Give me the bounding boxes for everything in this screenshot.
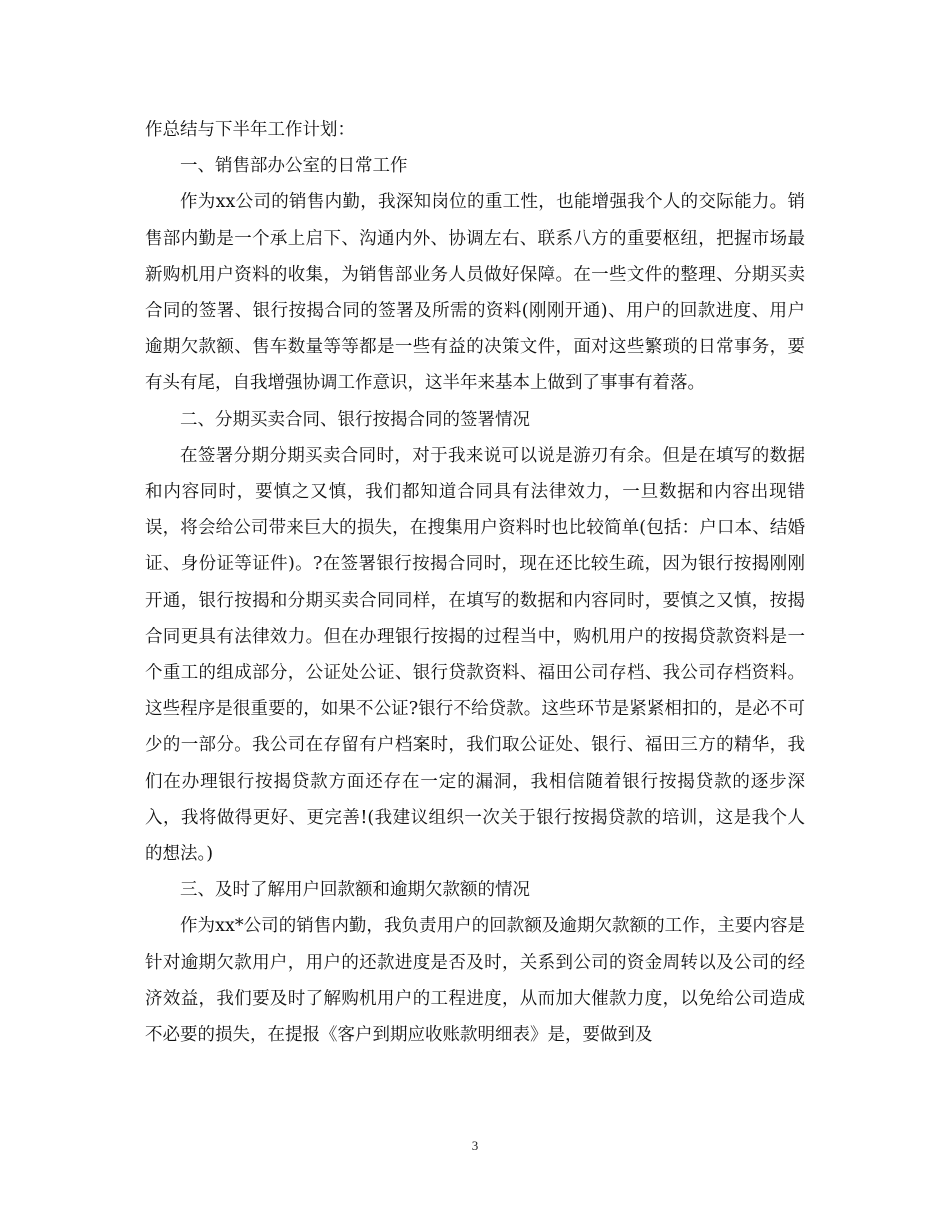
paragraph-section-3: 作为xx*公司的销售内勤，我负责用户的回款额及逾期欠款额的工作，主要内容是针对逾期欠款用户，用户的还款进度是否及时，关系到公司的资金周转以及公司的经济效益，我们要及时了解购机用户的工程进度，从而加大催款力度，以免给公司造成不必要的损失，在提报《客户到期应收账款明细表》是，要做到及	[145, 916, 805, 1046]
paragraph-intro-line: 作总结与下半年工作计划：	[145, 120, 355, 140]
section-heading-1: 一、销售部办公室的日常工作	[180, 156, 408, 177]
section-heading-3: 三、及时了解用户回款额和逾期欠款额的情况	[180, 880, 530, 901]
section-heading-2: 二、分期买卖合同、银行按揭合同的签署情况	[180, 409, 530, 430]
document-body	[145, 112, 805, 1053]
page-number: 3	[471, 1138, 479, 1153]
paragraph-section-2: 在签署分期分期买卖合同时，对于我来说可以说是游刃有余。但是在填写的数据和内容同时，要慎之又慎，我们都知道合同具有法律效力，一旦数据和内容出现错误，将会给公司带来巨大的损失，在搜集用户资料时也比较简单(包括：户口本、结婚证、身份证等证件)。?在签署银行按揭合同时，现在还比较生疏，因为银行按揭刚刚开通，银行按揭和分期买卖合同同样，在填写的数据和内容同时，要慎之又慎，按揭合同更具有法律效力。但在办理银行按揭的过程当中，购机用户的按揭贷款资料是一个重工的组成部分，公证处公证、银行贷款资料、福田公司存档、我公司存档资料。这些程序是很重要的，如果不公证?银行不给贷款。这些环节是紧紧相扣的，是必不可少的一部分。我公司在存留有户档案时，我们取公证处、银行、福田三方的精华，我们在办理银行按揭贷款方面还存在一定的漏洞，我相信随着银行按揭贷款的逐步深入，我将做得更好、更完善!(我建议组织一次关于银行按揭贷款的培训，这是我个人的想法。)	[145, 445, 805, 865]
paragraph-section-1: 作为xx公司的销售内勤，我深知岗位的重工性，也能增强我个人的交际能力。销售部内勤是一个承上启下、沟通内外、协调左右、联系八方的重要枢纽，把握市场最新购机用户资料的收集，为销售部业务人员做好保障。在一些文件的整理、分期买卖合同的签署、银行按揭合同的签署及所需的资料(刚刚开通)、用户的回款进度、用户逾期欠款额、售车数量等等都是一些有益的决策文件，面对这些繁琐的日常事务，要有头有尾，自我增强协调工作意识，这半年来基本上做到了事事有着落。	[145, 192, 805, 394]
